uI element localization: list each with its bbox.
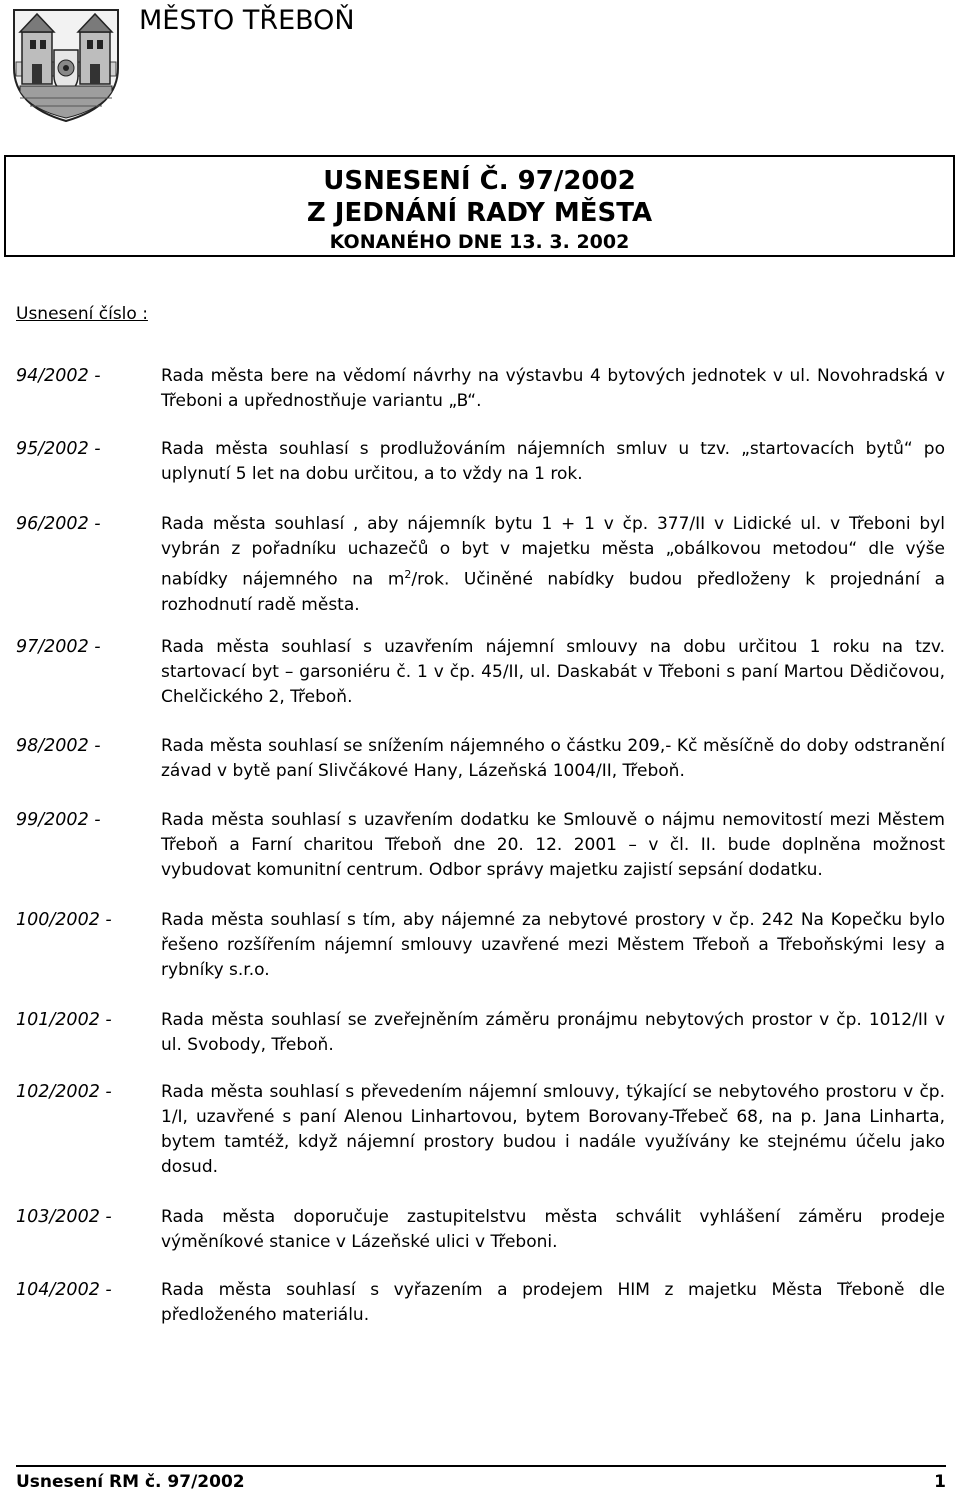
page-number: 1 bbox=[934, 1472, 946, 1492]
resolution-text: Rada města souhlasí se zveřejněním záměru pronájmu nebytových prostor v čp. 1012/II v ul. Svobody, Třeboň. bbox=[161, 1010, 945, 1055]
resolution-text: Rada města souhlasí s vyřazením a prodejem HIM z majetku Města Třeboně dle předloženého materiálu. bbox=[161, 1280, 945, 1325]
resolution-text bbox=[161, 512, 945, 618]
footer-divider bbox=[16, 1465, 946, 1467]
town-name: MĚSTO TŘEBOŇ bbox=[139, 5, 355, 36]
resolution-text: Rada města doporučuje zastupitelstvu města schválit vyhlášení záměru prodeje výměníkové stanice v Lázeňské ulici v Třeboni. bbox=[161, 1207, 945, 1252]
resolution-text: Rada města souhlasí s tím, aby nájemné za nebytové prostory v čp. 242 Na Kopečku bylo řešeno rozšířením nájemní smlouvy uzavřené mezi Městem Třeboň a Třeboňskými lesy a rybníky s.r.o. bbox=[161, 910, 945, 980]
resolution-number: 101/2002 - bbox=[16, 1010, 112, 1030]
resolution-text: Rada města souhlasí s uzavřením nájemní smlouvy na dobu určitou 1 roku na tzv. startovací byt – garsoniéru č. 1 v čp. 45/II, ul. Daskabát v Třeboni s paní Martou Dědičovou, Chelčického 2, Třeboň. bbox=[161, 637, 945, 707]
resolution-text: Rada města souhlasí s uzavřením dodatku ke Smlouvě o nájmu nemovitostí mezi Městem Třeboň a Farní charitou Třeboň dne 20. 12. 2001 – v čl. II. bude doplněna možnost vybudovat komunitní centrum. Odbor správy majetku zajistí sepsání dodatku. bbox=[161, 810, 945, 880]
resolution-title-box bbox=[4, 155, 955, 257]
title-line-1: USNESENÍ Č. 97/2002 bbox=[323, 166, 636, 196]
resolutions-label: Usnesení číslo : bbox=[16, 304, 148, 324]
footer-document-label: Usnesení RM č. 97/2002 bbox=[16, 1472, 245, 1492]
resolution-number: 103/2002 - bbox=[16, 1207, 112, 1227]
town-coat-of-arms-icon bbox=[10, 6, 122, 124]
resolution-text-part: /rok. Učiněné nabídky budou předloženy k projednání a rozhodnutí radě města. bbox=[161, 569, 946, 615]
resolution-number: 100/2002 - bbox=[16, 910, 112, 930]
resolution-number: 99/2002 - bbox=[16, 810, 101, 830]
superscript-unit: 2 bbox=[404, 568, 412, 581]
title-line-3: KONANÉHO DNE 13. 3. 2002 bbox=[329, 231, 630, 253]
resolution-number: 102/2002 - bbox=[16, 1082, 112, 1102]
resolution-number: 96/2002 - bbox=[16, 514, 101, 534]
resolution-number: 97/2002 - bbox=[16, 637, 101, 657]
resolution-number: 94/2002 - bbox=[16, 366, 101, 386]
resolution-number: 104/2002 - bbox=[16, 1280, 112, 1300]
resolution-number: 98/2002 - bbox=[16, 736, 101, 756]
resolution-text: Rada města bere na vědomí návrhy na výstavbu 4 bytových jednotek v ul. Novohradská v Třeboni a upřednostňuje variantu „B“. bbox=[161, 366, 945, 411]
resolution-number: 95/2002 - bbox=[16, 439, 101, 459]
resolution-text: Rada města souhlasí se snížením nájemného o částku 209,- Kč měsíčně do doby odstranění závad v bytě paní Slivčákové Hany, Lázeňská 1004/II, Třeboň. bbox=[161, 736, 945, 781]
resolution-text: Rada města souhlasí s prodlužováním nájemních smluv u tzv. „startovacích bytů“ po uplynutí 5 let na dobu určitou, a to vždy na 1 rok. bbox=[161, 439, 945, 484]
resolution-text: Rada města souhlasí s převedením nájemní smlouvy, týkající se nebytového prostoru v čp. 1/I, uzavřené s paní Alenou Linhartovou, bytem Borovany-Třebeč 68, na p. Jana Linharta, bytem tamtéž, když nájemní prostory budou i nadále využívány ke stejnému účelu jako dosud. bbox=[161, 1082, 945, 1177]
resolution-text-part: Rada města souhlasí , aby nájemník bytu 1 + 1 v čp. 377/II v Lidické ul. v Třeboni byl vybrán z pořadníku uchazečů o byt v majetku města „obálkovou metodou“ dle výše nabídky nájemného na m bbox=[161, 514, 945, 590]
title-line-2: Z JEDNÁNÍ RADY MĚSTA bbox=[306, 198, 653, 228]
